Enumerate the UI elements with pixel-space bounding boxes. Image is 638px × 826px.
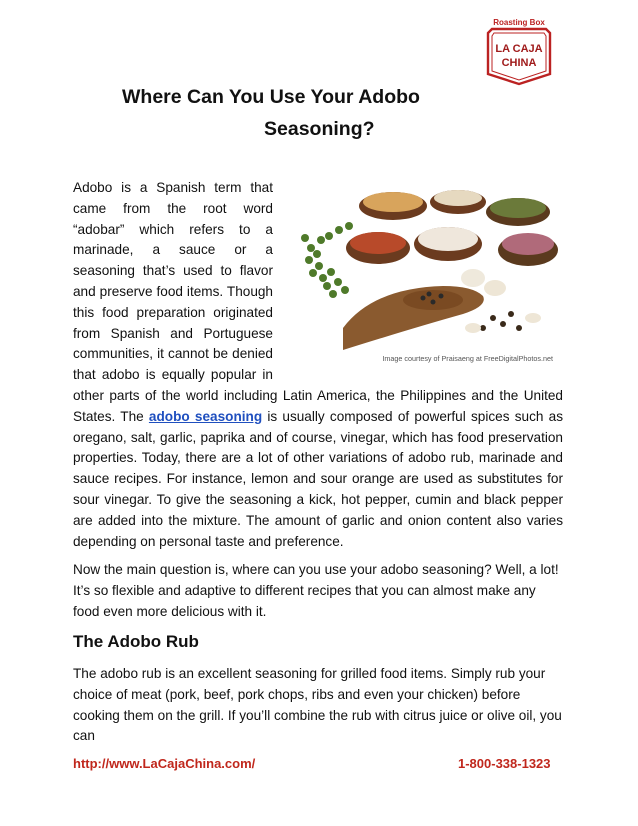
intro-paragraph — [73, 178, 563, 552]
image-credit: Image courtesy of Praisaeng at FreeDigitalPhotos.net — [382, 354, 553, 363]
adobo-seasoning-link[interactable]: adobo seasoning — [148, 408, 263, 424]
logo-line1: LA CAJA — [495, 43, 543, 55]
la-caja-china-logo — [478, 14, 560, 86]
intro-text-1: Adobo is a Spanish term that came from the root word “adobar” which refers to a marinade, a sauce or a seasoning that’s used to flavor and preserve food items. Though this food preparation originated from Spanish and Portuguese communities, it cannot be denied that adobo is equally popular in other parts of the world including Latin America, the Philippines and the United States. The — [73, 180, 563, 424]
page-title-line2: Seasoning? — [264, 118, 375, 140]
intro-text-2: is usually composed of powerful spices such as oregano, salt, garlic, paprika and of course, vinegar, which has food preservation properties. Today, there are a lot of other variations of adobo rub, marinade and sauce recipes. For instance, lemon and sour orange are used as substitutes for sour vinegar. To give the seasoning a kick, hot pepper, cumin and black pepper are added into the mixture. The amount of garlic and onion content also varies depending on personal taste and preference. — [73, 408, 563, 549]
spices-photo — [283, 178, 563, 368]
section-heading: The Adobo Rub — [73, 632, 199, 651]
section-paragraph: The adobo rub is an excellent seasoning for grilled food items. Simply rub your choice of meat (pork, beef, pork chops, ribs and even your chicken) before cooking them on the grill. If you’ll combine the rub with citrus juice or olive oil, you can — [73, 666, 562, 744]
logo-top-text: Roasting Box — [493, 18, 545, 27]
logo-line2: CHINA — [501, 57, 537, 69]
page-title-line1: Where Can You Use Your Adobo — [122, 86, 420, 108]
question-paragraph: Now the main question is, where can you use your adobo seasoning? Well, a lot! It’s so flexible and adaptive to different recipes that you can almost make any food even more delicious with it. — [73, 562, 559, 619]
footer-url[interactable]: http://www.LaCajaChina.com/ — [73, 756, 256, 771]
footer-phone: 1-800-338-1323 — [458, 756, 551, 771]
